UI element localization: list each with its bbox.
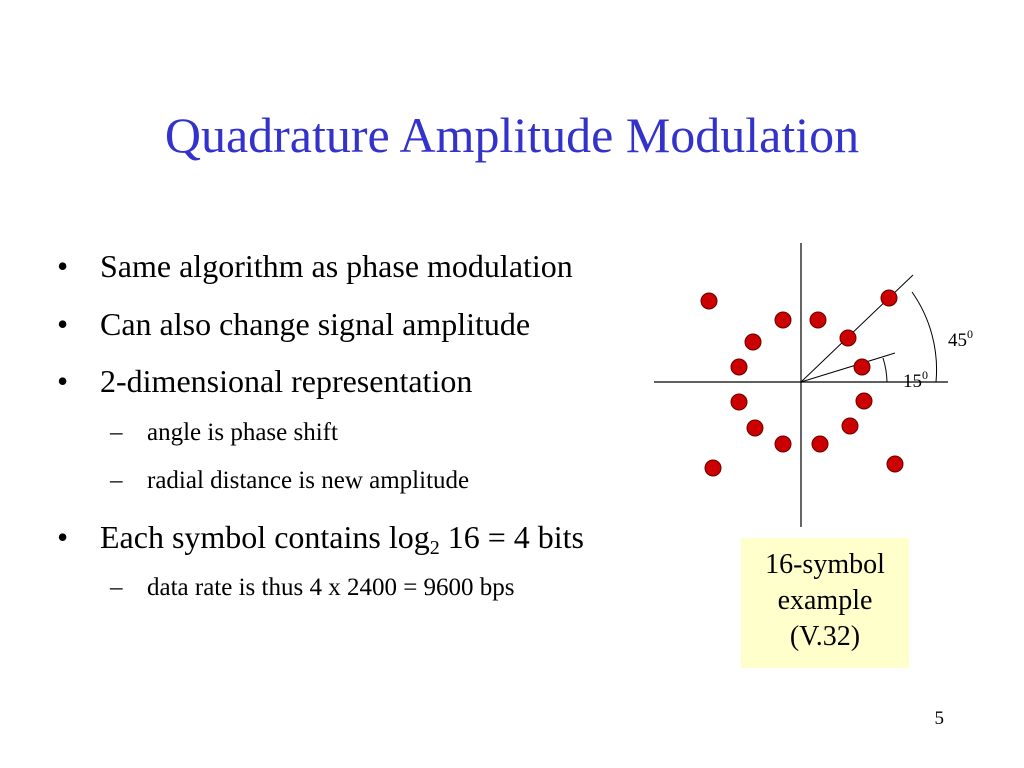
bullet-text: Same algorithm as phase modulation xyxy=(100,248,573,284)
angle-label-45 xyxy=(948,327,973,351)
constellation-point xyxy=(747,420,763,436)
angle-label-15 xyxy=(903,368,928,392)
constellation-point xyxy=(842,418,858,434)
bullet-text: 2-dimensional representation xyxy=(100,363,473,399)
bullet-marker: • xyxy=(57,248,69,284)
constellation-point xyxy=(775,312,791,328)
sub-bullet-marker: – xyxy=(110,467,123,494)
bullet-text-main: Each symbol contains log xyxy=(100,519,430,555)
constellation-point xyxy=(881,290,897,306)
constellation-point xyxy=(705,460,721,476)
constellation-point xyxy=(840,330,856,346)
constellation-point xyxy=(812,436,828,452)
bullet-marker: • xyxy=(57,519,69,555)
caption-line: 16-symbol xyxy=(765,549,885,580)
page-number: 5 xyxy=(934,708,944,729)
angle-45-value: 45 xyxy=(948,330,967,351)
constellation-point xyxy=(810,312,826,328)
sub-bullet-marker: – xyxy=(110,419,123,446)
constellation-point xyxy=(854,359,870,375)
constellation-point xyxy=(887,456,903,472)
log-base-subscript: 2 xyxy=(429,537,440,559)
slide-title: Quadrature Amplitude Modulation xyxy=(164,107,860,163)
sub-bullet-marker: – xyxy=(110,574,123,601)
ray-15-degrees xyxy=(801,353,895,382)
bullet-marker: • xyxy=(57,306,69,342)
constellation-points xyxy=(701,290,903,476)
angle-15-degree-mark: 0 xyxy=(922,368,928,382)
constellation-point xyxy=(731,394,747,410)
angle-15-value: 15 xyxy=(903,371,922,392)
bullet-text-rest: 16 = 4 bits xyxy=(439,519,584,555)
angle-arc-15 xyxy=(883,358,887,382)
sub-bullet-text: data rate is thus 4 x 2400 = 9600 bps xyxy=(147,574,515,601)
caption-box xyxy=(741,538,909,668)
sub-bullet-text: angle is phase shift xyxy=(147,419,338,446)
sub-bullet-text: radial distance is new amplitude xyxy=(147,467,470,494)
caption-line: example xyxy=(777,585,873,616)
caption-line: (V.32) xyxy=(789,621,861,652)
constellation-point xyxy=(856,393,872,409)
angle-45-degree-mark: 0 xyxy=(967,327,973,341)
bullet-text: Can also change signal amplitude xyxy=(100,306,531,342)
bullet-marker: • xyxy=(57,363,69,399)
constellation-point xyxy=(731,359,747,375)
constellation-point xyxy=(701,293,717,309)
constellation-point xyxy=(775,436,791,452)
constellation-point xyxy=(745,334,761,350)
